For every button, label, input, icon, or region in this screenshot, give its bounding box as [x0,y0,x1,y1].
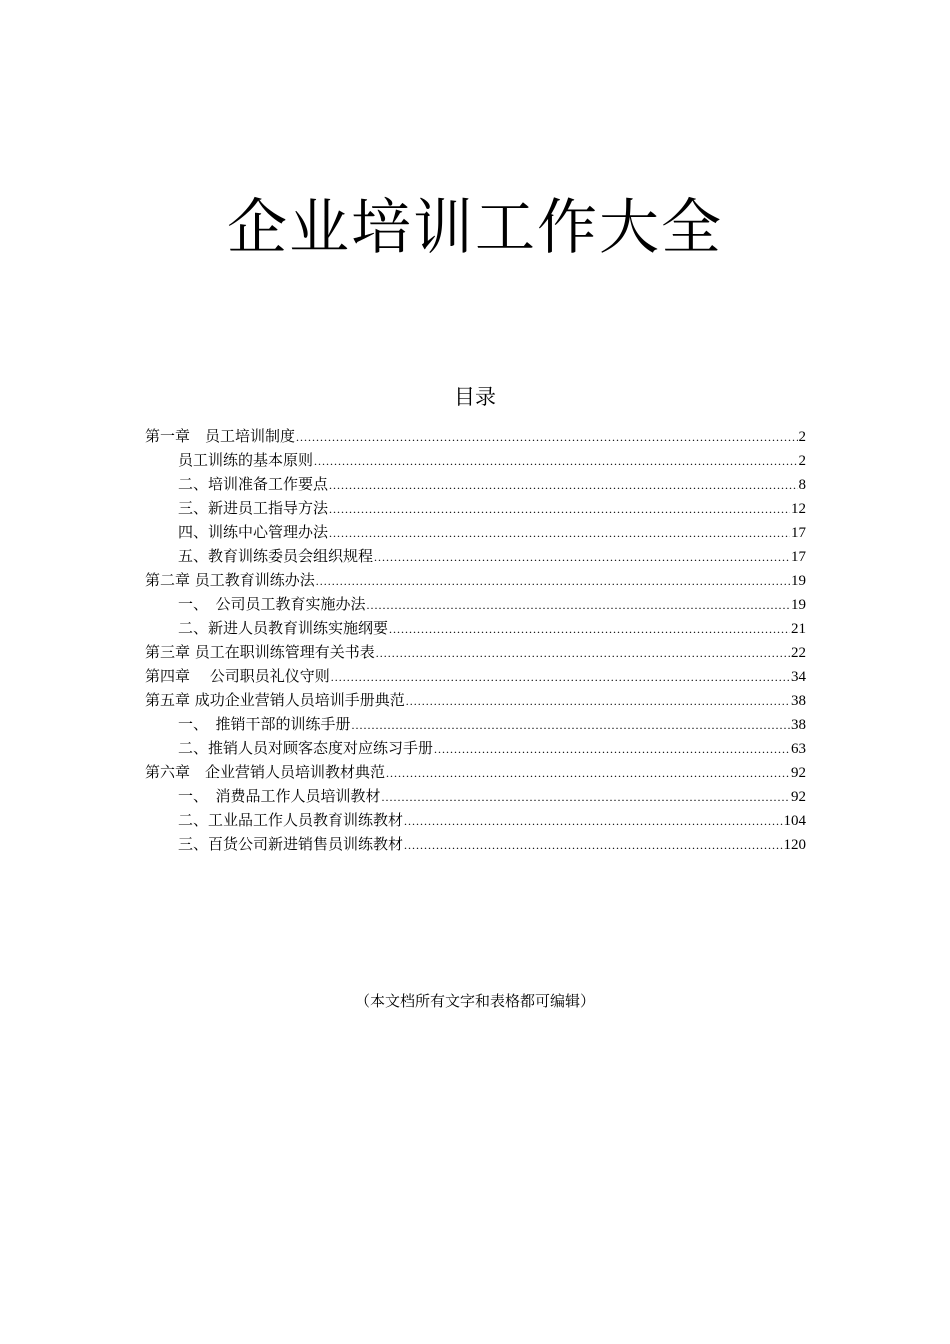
toc-entry-section[interactable] [145,520,806,544]
toc-entry-chapter[interactable] [145,688,806,712]
toc-dot-leader [404,809,782,833]
toc-entry-section[interactable] [145,592,806,616]
toc-entry-title: 三、百货公司新进销售员训练教材 [178,835,404,853]
toc-entry-title: 一、 公司员工教育实施办法 [178,595,366,613]
toc-page-number: 2 [798,453,806,469]
toc-heading: 目录 [454,385,496,409]
toc-entry-section[interactable] [145,784,806,808]
toc-page-number: 17 [791,549,806,565]
toc-entry-section[interactable] [145,544,806,568]
toc-entry-section[interactable] [145,712,806,736]
toc-entry-title: 员工训练的基本原则 [178,451,314,469]
toc-dot-leader [382,785,790,809]
toc-page-number: 12 [791,501,806,517]
toc-dot-leader [404,833,782,857]
toc-page-number: 21 [791,621,806,637]
toc-entry-title: 二、工业品工作人员教育训练教材 [178,811,404,829]
toc-dot-leader [367,593,790,617]
toc-page-number: 38 [791,717,806,733]
toc-entry-title: 四、训练中心管理办法 [178,523,329,541]
toc-dot-leader [374,545,790,569]
toc-entry-section[interactable] [145,616,806,640]
toc-dot-leader [376,641,790,665]
toc-dot-leader [389,617,790,641]
toc-dot-leader [406,689,790,713]
toc-page-number: 92 [791,789,806,805]
toc-entry-title: 一、 消费品工作人员培训教材 [178,787,381,805]
toc-entry-section[interactable] [145,496,806,520]
toc-page-number: 2 [798,429,806,445]
toc-entry-section[interactable] [145,448,806,472]
toc-dot-leader [331,665,790,689]
toc-entry-title: 第二章 员工教育训练办法 [145,571,315,589]
toc-dot-leader [352,713,790,737]
toc-dot-leader [329,497,790,521]
toc-dot-leader [329,473,797,497]
toc-dot-leader [386,761,790,785]
toc-page-number: 104 [783,813,806,829]
toc-entry-chapter[interactable] [145,640,806,664]
toc-entry-chapter[interactable] [145,424,806,448]
toc-entry-title: 三、新进员工指导方法 [178,499,329,517]
footer-note: （本文档所有文字和表格都可编辑） [354,992,595,1010]
toc-dot-leader [434,737,790,761]
toc-dot-leader [314,449,797,473]
toc-page-number: 8 [798,477,806,493]
toc-entry-section[interactable] [145,808,806,832]
toc-page-number: 19 [791,597,806,613]
toc-entry-section[interactable] [145,832,806,856]
toc-entry-title: 第四章 公司职员礼仪守则 [145,667,330,685]
table-of-contents [145,424,806,856]
toc-entry-chapter[interactable] [145,664,806,688]
toc-entry-title: 二、培训准备工作要点 [178,475,329,493]
toc-dot-leader [329,521,790,545]
toc-entry-title: 五、教育训练委员会组织规程 [178,547,374,565]
toc-page-number: 120 [783,837,806,853]
toc-entry-title: 第三章 员工在职训练管理有关书表 [145,643,375,661]
toc-entry-title: 第一章 员工培训制度 [145,427,296,445]
toc-page-number: 92 [791,765,806,781]
toc-page-number: 38 [791,693,806,709]
toc-entry-title: 一、 推销干部的训练手册 [178,715,351,733]
toc-entry-title: 第六章 企业营销人员培训教材典范 [145,763,386,781]
toc-page-number: 17 [791,525,806,541]
toc-entry-title: 二、新进人员教育训练实施纲要 [178,619,389,637]
toc-page-number: 63 [791,741,806,757]
toc-page-number: 22 [791,645,806,661]
toc-entry-section[interactable] [145,472,806,496]
toc-entry-chapter[interactable] [145,760,806,784]
toc-entry-title: 二、推销人员对顾客态度对应练习手册 [178,739,434,757]
toc-page-number: 34 [791,669,806,685]
toc-dot-leader [316,569,790,593]
document-title: 企业培训工作大全 [227,193,723,263]
toc-entry-section[interactable] [145,736,806,760]
toc-page-number: 19 [791,573,806,589]
toc-entry-chapter[interactable] [145,568,806,592]
toc-dot-leader [296,425,797,449]
toc-entry-title: 第五章 成功企业营销人员培训手册典范 [145,691,405,709]
